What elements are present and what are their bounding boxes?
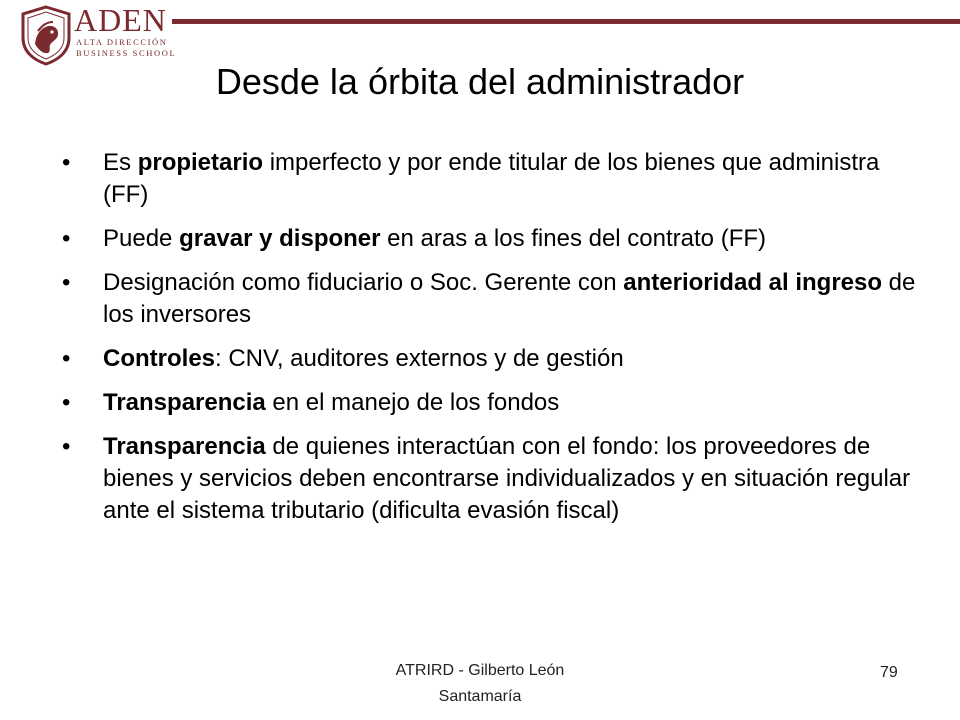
bullet-bold-text: Controles — [103, 345, 216, 372]
bullet-bold-text: gravar y disponer — [179, 225, 381, 252]
aden-logo — [16, 2, 177, 66]
bullet-item — [62, 387, 922, 419]
bullet-text: de los inversores — [103, 269, 916, 328]
bullet-text: imperfecto y por ende titular de los bienes que administra (FF) — [103, 149, 880, 208]
bullet-bold-text: Transparencia — [103, 433, 266, 460]
bullet-text: Puede — [103, 225, 180, 252]
bullet-dot-icon: • — [62, 389, 71, 416]
bullet-text: Es — [103, 149, 138, 176]
bullet-bold-text: anterioridad al ingreso — [623, 269, 883, 296]
footer-author — [360, 658, 600, 710]
bullet-item — [62, 343, 922, 375]
bullet-text: en aras a los fines del contrato (FF) — [380, 225, 766, 252]
bullet-item — [62, 431, 922, 527]
bullet-item — [62, 223, 922, 255]
bullet-text: Designación como fiduciario o Soc. Gerente con — [103, 269, 624, 296]
footer-author-line1: ATRIRD - Gilberto León — [395, 662, 565, 679]
footer-author-line2: Santamaría — [438, 688, 522, 705]
bullet-dot-icon: • — [62, 225, 71, 252]
logo-subtitle-line1: ALTA DIRECCIÓN — [76, 37, 168, 47]
bullet-text: de quienes interactúan con el fondo: los proveedores de bienes y servicios deben encontrarse individualizados y en situación regular ante el sistema tributario (dificulta evasión fiscal) — [103, 433, 911, 524]
bullet-item — [62, 267, 922, 331]
bullet-bold-text: propietario — [137, 149, 264, 176]
logo-subtitle-line2: BUSINESS SCHOOL — [76, 48, 177, 58]
bullet-dot-icon: • — [62, 345, 71, 372]
bullet-bold-text: Transparencia — [103, 389, 266, 416]
slide-title: Desde la órbita del administrador — [215, 61, 745, 102]
page-number: 79 — [880, 664, 898, 681]
bullet-dot-icon: • — [62, 149, 71, 176]
lion-crest-icon — [16, 4, 76, 66]
bullet-item — [62, 147, 922, 211]
bullet-list — [62, 147, 922, 539]
logo-wordmark: ADEN — [74, 2, 167, 38]
bullet-text: : CNV, auditores externos y de gestión — [215, 345, 624, 372]
bullet-dot-icon: • — [62, 269, 71, 296]
header-divider — [172, 19, 960, 24]
bullet-text: en el manejo de los fondos — [265, 389, 560, 416]
bullet-dot-icon: • — [62, 433, 71, 460]
